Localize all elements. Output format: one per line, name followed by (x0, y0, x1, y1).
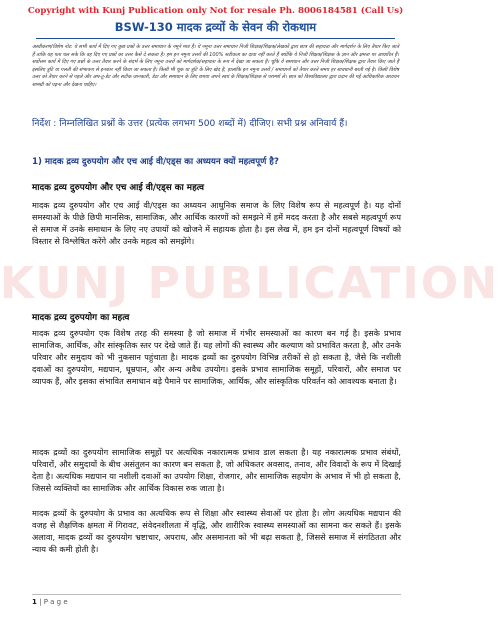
title-divider (36, 38, 395, 39)
paragraph-3: मादक द्रव्यों का दुरुपयोग सामाजिक समूहों पर अत्यधिक नकारात्मक प्रभाव डाल सकता है। यह नकारात्मक प्रभाव संबंधों, परिवारों, और समुदायों के बीच असंतुलन का कारण बन सकता है, जो अधिकतर अवसाद, तनाव, और विवादों के रूप में दिखाई देता है। अत्यधिक मद्यपान या नशीली दवाओं का उपयोग शिक्षा, रोजगार, और सामाजिक सहयोग के अभाव में भी हो सकता है, जिससे व्यक्तियों का सामाजिक और आर्थिक विकास रुक जाता है। (32, 447, 401, 494)
paragraph-4: मादक द्रव्यों के दुरुपयोग के प्रभाव का अत्यधिक रूप से शिक्षा और स्वास्थ्य सेवाओं पर होता है। लोग अत्यधिक मद्यपान की वजह से शैक्षणिक क्षमता में गिरावट, संवेदनशीलता में वृद्धि, और शारीरिक स्वास्थ्य समस्याओं का सामना कर सकते हैं। इसके अलावा, मादक द्रव्यों का दुरुपयोग भ्रष्टाचार, अपराध, और असमानता को भी बढ़ा सकता है, जिससे समाज में संगठितता और न्याय की कमी होती है। (32, 508, 401, 555)
footer-separator: | (36, 598, 44, 606)
section-heading-1: मादक द्रव्य दुरुपयोग और एच आई वी/एड्स का महत्व (32, 183, 204, 193)
paragraph-1: मादक द्रव्य दुरुपयोग और एच आई वी/एड्स का अध्ययन आधुनिक समाज के लिए विशेष रूप से महत्वपूर्ण है। यह दोनों समस्याओं के पीछे छिपी मानसिक, सामाजिक, और आर्थिक कारणों को समझने में हमें मदद करता है और सबसे महत्वपूर्ण रूप से समाज में उनके समाधान के लिए नए उपायों को खोजने में सहायक होता है। इस लेख में, हम इन दोनों महत्वपूर्ण विषयों को विस्तार से विश्लेषित करेंगे और उनके महत्व को समझेंगे। (32, 200, 401, 247)
page-footer (32, 598, 68, 606)
question-heading: 1) मादक द्रव्य दुरुपयोग और एच आई वी/एड्स का अध्ययन क्यों महत्वपूर्ण है? (32, 157, 279, 167)
paragraph-2: मादक द्रव्य दुरुपयोग एक विशेष तरह की समस्या है जो समाज में गंभीर समस्याओं का कारण बन गई है। इसके प्रभाव सामाजिक, आर्थिक, और सांस्कृतिक स्तर पर देखे जाते हैं। यह लोगों की स्वास्थ्य और कल्याण को प्रभावित करता है, और उनके परिवार और समुदाय को भी नुकसान पहुंचाता है। मादक द्रव्यों का दुरुपयोग विभिन्न तरीकों से हो सकता है, जैसे कि नशीली दवाओं का दुरुपयोग, मद्यपान, धूम्रपान, और अन्य अवैध उपयोग। इसके प्रभाव सामाजिक समूहों, परिवारों, और समाज पर व्यापक हैं, और इसका संभावित समाधान बड़े पैमाने पर सामाजिक, आर्थिक, और सांस्कृतिक परिवर्तन को आवश्यक बनाता है। (32, 328, 401, 387)
instruction-text: निर्देश : निम्नलिखित प्रश्नों के उत्तर (प्रत्येक लगभग 500 शब्दों में) दीजिए। सभी प्रश्न अनिवार्य हैं। (32, 119, 348, 129)
page-label: P a g e (43, 598, 68, 606)
disclaimer-text: अस्वीकरण/विशेष नोट: ये सभी कार्य में दिए गए कुछ प्रश्नों के उत्तर समाधान के नमूने मात्र हैं। ये नमूना उत्तर समाधान निजी शिक्षक/शिक्षक/लेखकों द्वारा छात्र की सहायता और मार्गदर्शन के लिए तैयार किए जाते हैं ताकि यह पता चल सके कि वह दिए गए प्रश्नों का उत्तर कैसे दे सकता है। हम इन नमूना उत्तरों की 100% सटीकता का दावा नहीं करते हैं क्योंकि ये निजी शिक्षक/शिक्षक के ज्ञान और क्षमता पर आधारित हैं। सर्वोत्तम कार्य में दिए गए प्रश्नों के उत्तर तैयार करने के संदर्भ के लिए नमूना उत्तरों को मार्गदर्शक/सहायता के रूप में देखा जा सकता है। चूंकि ये समाधान और उत्तर निजी शिक्षक/शिक्षक द्वारा तैयार किए जाते हैं इसलिए त्रुटि या गलती की संभावना से इनकार नहीं किया जा सकता है। किसी भी चूक या त्रुटि के लिए खेद है, हालांकि इन नमूना उत्तरों / समाधानों को तैयार करते समय हर सावधानी बरती गई है। किसी विशेष उत्तर को तैयार करने से पहले और अप-टू-डेट और सटीक जानकारी, डेटा और समाधान के लिए छपया अपने स्वयं के शिक्षक/शिक्षक से परामर्श लें। छात्र को विश्वविद्यालय द्वारा प्रदान की गई आधिकारिक अध्ययन सामग्री को पढ़ना और देखना चाहिए। (32, 44, 399, 88)
page-number: 1 (32, 598, 37, 606)
copyright-banner: Copyright with Kunj Publication only Not for resale Ph. 8006184581 (Call Us) (27, 6, 404, 16)
footer-divider (32, 594, 401, 595)
publication-watermark: KUNJ PUBLICATION (0, 258, 499, 309)
section-heading-2: मादक द्रव्य दुरुपयोग का महत्व (32, 313, 130, 323)
page-title: BSW-130 मादक द्रव्यों के सेवन की रोकथाम (114, 20, 317, 34)
